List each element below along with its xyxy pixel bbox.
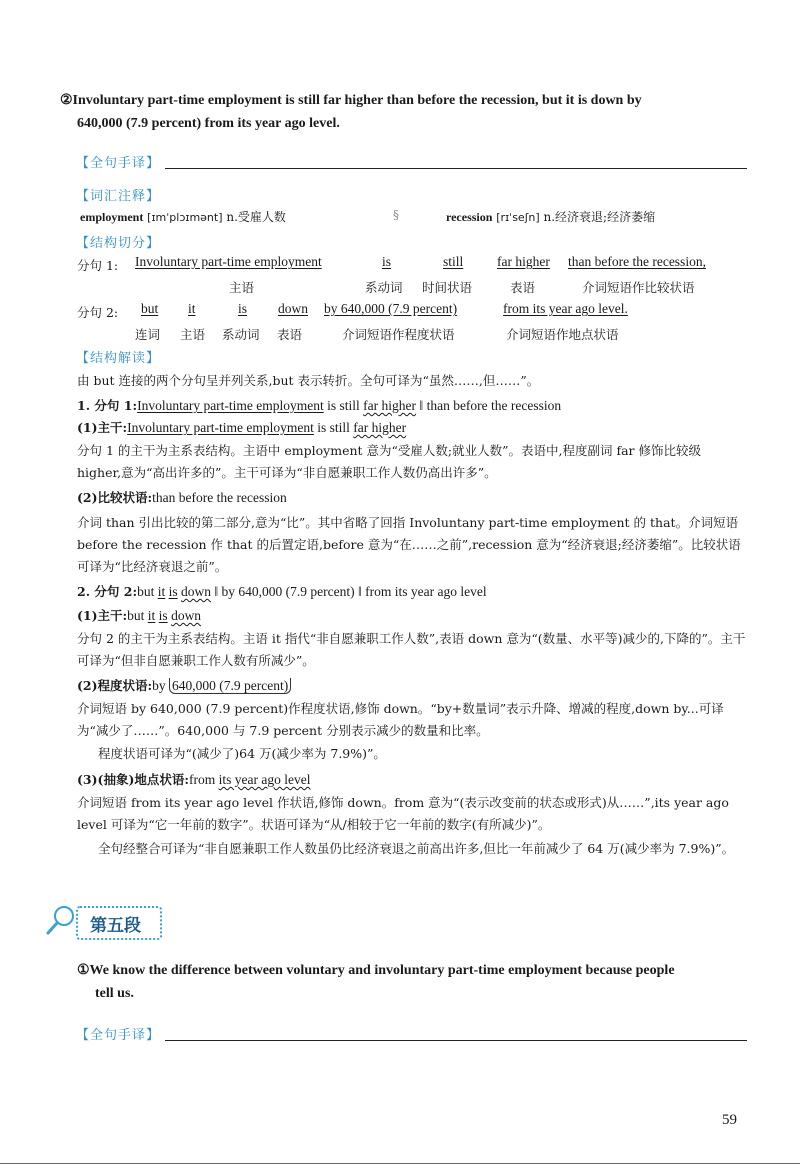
vocab-entry-1 xyxy=(80,208,286,225)
heading-label: 2. 分句 2: xyxy=(77,584,138,599)
split2-label: 分句 2: xyxy=(77,305,119,320)
split2-role: 表语 xyxy=(277,327,303,342)
split1-role: 表语 xyxy=(510,280,536,295)
section-title: 第五段 xyxy=(90,916,141,936)
predicate-text: down xyxy=(171,608,202,623)
divider-icon: § xyxy=(393,208,399,222)
sub-label: (3)(抽象)地点状语: xyxy=(77,772,189,787)
paragraph: 程度状语可译为“(减少了)64 万(减少率为 7.9%)”。 xyxy=(98,746,386,761)
paragraph: 全句经整合可译为“非自愿兼职工作人数虽仍比经济衰退之前高出许多,但比一年前减少了 64 万(减少率为 7.9%)”。 xyxy=(98,841,735,856)
text: but xyxy=(137,584,158,599)
clause1-comparison xyxy=(77,488,287,506)
subject-text: Involuntary part-time employment xyxy=(137,398,324,413)
split2-role: 介词短语作程度状语 xyxy=(342,327,455,342)
subject-text: Involuntary part-time employment xyxy=(127,420,314,435)
paragraph: 介词短语 by 640,000 (7.9 percent)作程度状语,修饰 down。“by+数量词”表示升降、增减的程度,down by...可译为“减少了……”。640,000 与 7.9 percent 分别表示减少的数量和比率。 xyxy=(77,701,724,738)
tag-analysis: 【结构解读】 xyxy=(76,351,161,366)
vocab-entry-2 xyxy=(446,208,655,225)
text: is still xyxy=(323,398,364,413)
vocab-word: recession xyxy=(446,210,493,224)
predicate-text: far higher xyxy=(363,398,417,413)
split1-role: 系动词 xyxy=(365,280,403,295)
paragraph: 介词 than 引出比较的第二部分,意为“比”。其中省略了回指 Involuntany part-time employment 的 that。介词短语 before the recession 作 that 的后置定语,before 意为“在……之前”,recession 意为“经济衰退;经济萎缩”。比较状语可译为“比经济衰退之前”。 xyxy=(77,515,741,574)
clause2-degree xyxy=(77,676,291,694)
text: than before the recession xyxy=(152,490,287,505)
page-number: 59 xyxy=(722,1112,737,1128)
split1-role: 介词短语作比较状语 xyxy=(582,280,695,295)
clause1-heading xyxy=(77,396,561,414)
tag-translate: 【全句手译】 xyxy=(76,1028,161,1043)
text: is still xyxy=(313,420,354,435)
verb-text: is xyxy=(168,584,178,599)
vocab-phonetic: [rɪˈseʃn] xyxy=(496,211,540,224)
adverbial-text: its year ago level xyxy=(218,772,311,787)
text: but xyxy=(127,608,148,623)
text: ‖ by 640,000 (7.9 percent) ‖ from its year ago level xyxy=(211,584,487,599)
split2-chunk: down xyxy=(278,301,308,316)
tag-translate: 【全句手译】 xyxy=(76,156,161,171)
split2-role: 系动词 xyxy=(222,327,260,342)
split2-chunk: by 640,000 (7.9 percent) xyxy=(324,301,458,316)
split1-label: 分句 1: xyxy=(77,258,119,273)
split1-role: 时间状语 xyxy=(422,280,473,295)
clause2-heading xyxy=(77,582,487,600)
sentence-1-line1: ①We know the difference between voluntary and involuntary part-time employment because people xyxy=(77,963,675,978)
split1-chunk: far higher xyxy=(497,254,550,269)
clause2-trunk xyxy=(77,606,201,624)
split1-chunk: than before the recession, xyxy=(568,254,706,269)
sub-label: (2)程度状语: xyxy=(77,678,153,693)
translation-blank-line[interactable] xyxy=(165,168,747,169)
vocab-phonetic: [ɪmˈplɔɪmənt] xyxy=(147,211,223,224)
text: from xyxy=(188,772,219,787)
heading-label: 1. 分句 1: xyxy=(77,398,138,413)
split2-chunk: from its year ago level. xyxy=(503,301,628,316)
text: by xyxy=(152,678,170,693)
predicate-text: down xyxy=(181,584,211,599)
clause2-place xyxy=(77,770,310,788)
paragraph: 介词短语 from its year ago level 作状语,修饰 down。from 意为“(表示改变前的状态或形式)从……”,its year ago level 可译为“它一年前的数字”。状语可译为“从/相较于它一年前的数字(有所减少)”。 xyxy=(77,795,729,832)
sentence-2-line1: ②Involuntary part-time employment is still far higher than before the recession, but it is down by xyxy=(60,93,642,108)
magnifier-icon xyxy=(44,902,80,942)
sub-label: (2)比较状语: xyxy=(77,490,153,505)
sub-label: (1)主干: xyxy=(77,420,128,435)
analysis-intro: 由 but 连接的两个分句呈并列关系,but 表示转折。全句可译为“虽然……,但……”。 xyxy=(77,373,540,388)
vocab-definition: n.受雇人数 xyxy=(226,210,286,224)
split2-role: 连词 xyxy=(135,327,161,342)
sentence-2-line2: 640,000 (7.9 percent) from its year ago level. xyxy=(77,116,340,131)
paragraph: 分句 1 的主干为主系表结构。主语中 employment 意为“受雇人数;就业人数”。表语中,程度副词 far 修饰比较级 higher,意为“高出许多的”。主干可译为“非自愿兼职工作人数仍高出许多”。 xyxy=(77,443,701,480)
split1-chunk: Involuntary part-time employment xyxy=(135,254,322,269)
split2-role: 介词短语作地点状语 xyxy=(506,327,619,342)
paragraph: 分句 2 的主干为主系表结构。主语 it 指代“非自愿兼职工作人数”,表语 down 意为“(数量、水平等)减少的,下降的”。主干可译为“但非自愿兼职工作人数有所减少”。 xyxy=(77,631,746,668)
sentence-1-line2: tell us. xyxy=(95,986,134,1001)
subject-text: it xyxy=(147,608,156,623)
split1-chunk: is xyxy=(382,254,392,269)
vocab-word: employment xyxy=(80,210,144,224)
split1-chunk: still xyxy=(443,254,464,269)
predicate-text: far higher xyxy=(353,420,407,435)
split1-role: 主语 xyxy=(229,280,255,295)
split2-chunk: but xyxy=(141,301,159,316)
tag-split: 【结构切分】 xyxy=(76,236,161,251)
verb-text: is xyxy=(158,608,168,623)
clause1-trunk xyxy=(77,418,406,436)
split2-chunk: it xyxy=(188,301,196,316)
split2-role: 主语 xyxy=(180,327,206,342)
vocab-definition: n.经济衰退;经济萎缩 xyxy=(543,210,656,224)
tag-vocab: 【词汇注释】 xyxy=(76,189,161,204)
footer-rule xyxy=(0,1163,800,1164)
sub-label: (1)主干: xyxy=(77,608,128,623)
bracketed-text: 640,000 (7.9 percent) xyxy=(169,678,291,694)
subject-text: it xyxy=(157,584,166,599)
split2-chunk: is xyxy=(238,301,248,316)
text: ‖ than before the recession xyxy=(416,398,562,413)
translation-blank-line[interactable] xyxy=(165,1040,747,1041)
